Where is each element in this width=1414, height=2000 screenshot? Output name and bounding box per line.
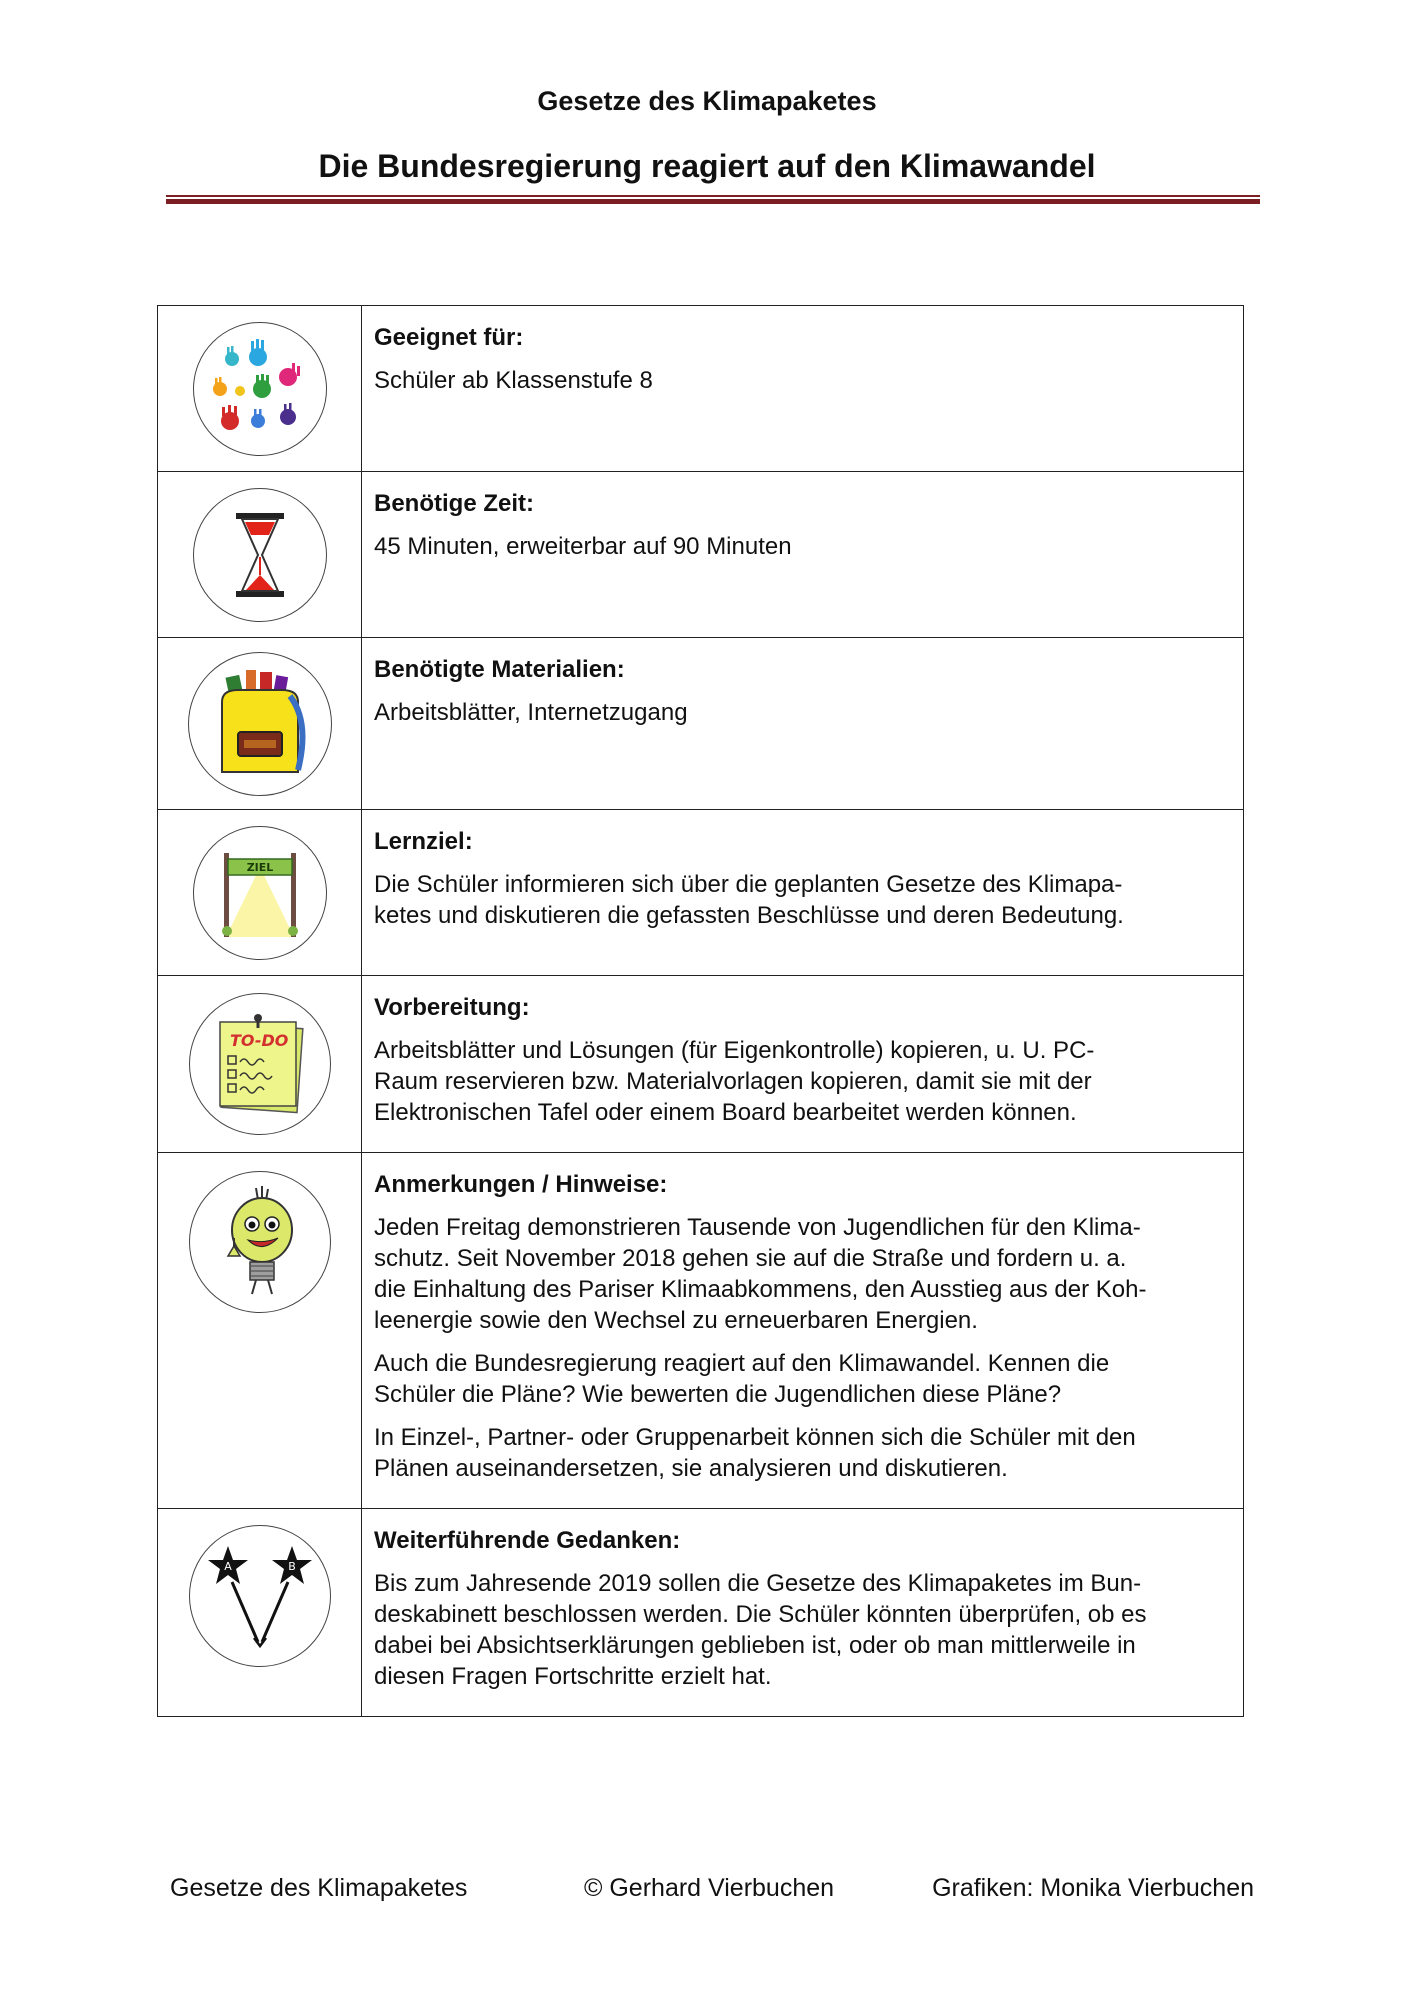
star-b-text: B — [287, 1560, 296, 1573]
row-label: Weiterführende Gedanken: — [374, 1527, 681, 1554]
row-label: Lernziel: — [374, 828, 473, 855]
row-label: Vorbereitung: — [374, 994, 530, 1021]
header-divider — [166, 195, 1260, 204]
page-footer — [0, 1874, 1414, 1906]
footer-subject: Gesetze des Klimapaketes — [170, 1874, 468, 1902]
lightbulb-mascot-icon — [189, 1171, 331, 1313]
row-text: Schüler ab Klassenstufe 8 — [374, 367, 653, 394]
info-table — [157, 305, 1244, 1717]
row-label: Geeignet für: — [374, 324, 524, 351]
row-text: Arbeitsblätter, Internetzugang — [374, 699, 688, 726]
row-label: Anmerkungen / Hinweise: — [374, 1171, 668, 1198]
footer-copyright: © Gerhard Vierbuchen — [584, 1874, 835, 1902]
finish-banner-icon — [193, 826, 327, 960]
table-row — [158, 306, 1244, 472]
colorful-hands-icon — [193, 322, 327, 456]
row-label: Benötige Zeit: — [374, 490, 534, 517]
table-row — [158, 810, 1244, 976]
row-text: Arbeitsblätter und Lösungen (für Eigenkontrolle) kopieren, u. U. PC- Raum reservieren bzw. Materialvorlagen kopieren, damit sie mit der Elektronischen Tafel oder einem Board bearbeitet werden können. — [374, 1037, 1095, 1126]
row-text: 45 Minuten, erweiterbar auf 90 Minuten — [374, 533, 792, 560]
star-a-text: A — [223, 1560, 232, 1573]
table-row — [158, 638, 1244, 810]
row-text: Jeden Freitag demonstrieren Tausende von Jugendlichen für den Klima- schutz. Seit November 2018 gehen sie auf die Straße und fordern u. a. die Einhaltung des Pariser Klimaabkommens, den Ausstieg aus der Koh- leenergie sowie den Wechsel zu erneuerbaren Energien. — [374, 1214, 1147, 1334]
table-row — [158, 1153, 1244, 1509]
row-label: Benötigte Materialien: — [374, 656, 625, 683]
banner-text: ZIEL — [246, 860, 273, 874]
todo-title-text: TO-DO — [229, 1031, 288, 1050]
hourglass-icon — [193, 488, 327, 622]
table-row — [158, 976, 1244, 1153]
row-text: Die Schüler informieren sich über die geplanten Gesetze des Klimapa- ketes und diskutieren die gefassten Beschlüsse und deren Bedeutung. — [374, 871, 1124, 929]
page-title: Die Bundesregierung reagiert auf den Klimawandel — [318, 148, 1096, 184]
table-row — [158, 472, 1244, 638]
row-text: Bis zum Jahresende 2019 sollen die Gesetze des Klimapaketes im Bun- deskabinett beschlossen werden. Die Schüler könnten überprüfen, ob es dabei bei Absichtserklärungen geblieben ist, oder ob man mittlerweile in diesen Fragen Fortschritte erzielt hat. — [374, 1570, 1147, 1690]
row-text: Auch die Bundesregierung reagiert auf den Klimawandel. Kennen die Schüler die Pläne? Wie bewerten die Jugendlichen diese Pläne? — [374, 1350, 1110, 1408]
table-row — [158, 1509, 1244, 1717]
school-backpack-icon — [188, 652, 332, 796]
todo-note-icon — [189, 993, 331, 1135]
row-text: In Einzel-, Partner- oder Gruppenarbeit können sich die Schüler mit den Plänen auseinandersetzen, sie analysieren und diskutieren. — [374, 1424, 1136, 1482]
footer-credits: Grafiken: Monika Vierbuchen — [932, 1874, 1254, 1902]
header-subject: Gesetze des Klimapaketes — [537, 86, 877, 116]
ab-stars-icon — [189, 1525, 331, 1667]
